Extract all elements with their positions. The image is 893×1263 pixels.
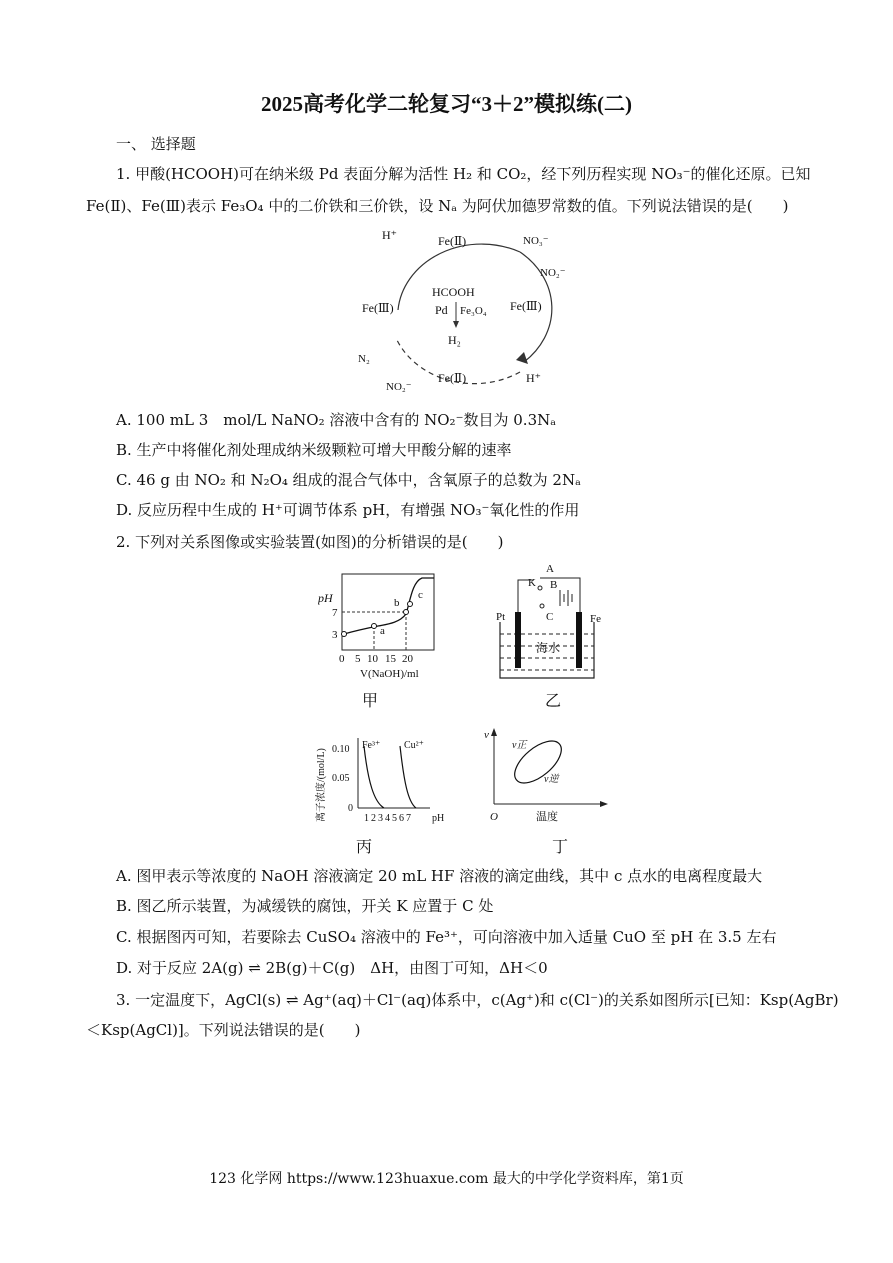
ding-xlabel: 温度 — [536, 811, 558, 823]
yi-fe: Fe — [590, 613, 601, 625]
cycle-fe3-left: Fe(Ⅲ) — [362, 301, 394, 315]
jia-xlabel: V(NaOH)/ml — [360, 668, 419, 680]
bing-xtick-6: 6 — [399, 813, 404, 824]
q2-option-c: C. 根据图丙可知，若要除去 CuSO₄ 溶液中的 Fe³⁺，可向溶液中加入适量 CuO 至 pH 在 3.5 左右 — [116, 928, 777, 946]
cycle-n2: N₂ — [358, 353, 370, 365]
cycle-h-bottom: H⁺ — [526, 371, 541, 385]
cycle-no3: NO₃⁻ — [523, 235, 549, 247]
page-footer: 123 化学网 https://www.123huaxue.com 最大的中学化学资料库，第1页 — [209, 1171, 684, 1187]
q1-option-d: D. 反应历程中生成的 H⁺可调节体系 pH，有增强 NO₃⁻氧化性的作用 — [116, 501, 580, 519]
bing-xtick-5: 5 — [392, 813, 397, 824]
cycle-fe2-top: Fe(Ⅱ) — [438, 234, 467, 248]
section-heading: 一、 选择题 — [116, 135, 196, 153]
q2-stem: 2. 下列对关系图像或实验装置(如图)的分析错误的是( ) — [116, 533, 504, 551]
titration-curve-chart — [318, 562, 442, 680]
jia-ylabel: pH — [318, 591, 333, 605]
bing-ytick-005: 0.05 — [332, 773, 350, 784]
q1-option-b: B. 生产中将催化剂处理成纳米级颗粒可增大甲酸分解的速率 — [116, 441, 512, 459]
jia-xtick-15: 15 — [385, 653, 396, 665]
q3-stem-line1: 3. 一定温度下，AgCl(s) ⇌ Ag⁺(aq)＋Cl⁻(aq)体系中，c(Ag⁺)和 c(Cl⁻)的关系如图所示[已知：Ksp(AgBr) — [116, 991, 839, 1009]
cycle-fe3o4: Fe₃O₄ — [460, 305, 487, 317]
cycle-h-top: H⁺ — [382, 228, 397, 242]
cycle-pd: Pd — [435, 303, 448, 317]
ding-origin: O — [490, 811, 498, 823]
bing-ylabel: 离子浓度/(mol/L) — [316, 748, 327, 822]
bing-ytick-0: 0 — [348, 803, 353, 814]
jia-point-c: c — [418, 589, 423, 601]
jia-point-a: a — [380, 625, 385, 637]
yi-seawater: 海水 — [536, 641, 561, 655]
bing-xtick-4: 4 — [385, 813, 390, 824]
yi-pt: Pt — [496, 611, 506, 623]
ding-v-forward: v正 — [512, 740, 527, 751]
bing-ytick-010: 0.10 — [332, 744, 350, 755]
cycle-fe3-right: Fe(Ⅲ) — [510, 299, 542, 313]
rate-temperature-chart — [480, 728, 610, 828]
cycle-h2: H₂ — [448, 333, 461, 347]
jia-xtick-20: 20 — [402, 653, 413, 665]
ding-caption: 丁 — [552, 837, 569, 856]
ding-v-reverse: v逆 — [544, 774, 559, 785]
cycle-hcooh: HCOOH — [432, 285, 475, 299]
q3-stem-line2: ＜Ksp(AgCl)]。下列说法错误的是( ) — [86, 1021, 361, 1039]
ion-concentration-chart — [312, 732, 452, 828]
q1-stem-line1: 1. 甲酸(HCOOH)可在纳米级 Pd 表面分解为活性 H₂ 和 CO₂，经下列历程实现 NO₃⁻的催化还原。已知 — [116, 165, 811, 183]
jia-point-b: b — [394, 597, 400, 609]
yi-label-b: B — [550, 579, 558, 591]
yi-label-a: A — [546, 563, 554, 575]
jia-caption: 甲 — [362, 691, 379, 710]
bing-curve-fe: Fe³⁺ — [362, 740, 381, 751]
q1-option-a: A. 100 mL 3 mol/L NaNO₂ 溶液中含有的 NO₂⁻数目为 0.3Nₐ — [116, 411, 557, 429]
corrosion-apparatus-diagram — [490, 560, 610, 682]
jia-ytick-3: 3 — [332, 629, 338, 641]
bing-xlabel: pH — [432, 813, 445, 824]
q1-option-c: C. 46 g 由 NO₂ 和 N₂O₄ 组成的混合气体中，含氧原子的总数为 2Nₐ — [116, 471, 581, 489]
yi-label-c: C — [546, 611, 554, 623]
bing-xtick-2: 2 — [371, 813, 376, 824]
bing-curve-cu: Cu²⁺ — [404, 740, 424, 751]
jia-ytick-7: 7 — [332, 607, 338, 619]
cycle-fe2-bottom: Fe(Ⅱ) — [438, 371, 467, 385]
jia-xtick-5: 5 — [355, 653, 361, 665]
yi-caption: 乙 — [545, 691, 562, 710]
q2-option-d: D. 对于反应 2A(g) ⇌ 2B(g)＋C(g) ΔH，由图丁可知，ΔH＜0 — [116, 959, 548, 977]
q2-option-a: A. 图甲表示等浓度的 NaOH 溶液滴定 20 mL HF 溶液的滴定曲线，其中 c 点水的电离程度最大 — [116, 867, 763, 885]
page-title: 2025高考化学二轮复习“3＋2”模拟练(二) — [261, 92, 632, 116]
bing-xtick-7: 7 — [406, 813, 411, 824]
q2-option-b: B. 图乙所示装置，为减缓铁的腐蚀，开关 K 应置于 C 处 — [116, 897, 494, 915]
ding-ylabel: v — [484, 729, 489, 741]
catalytic-cycle-diagram — [340, 222, 580, 400]
jia-xtick-10: 10 — [367, 653, 378, 665]
cycle-no2-left: NO₂⁻ — [386, 381, 412, 393]
bing-xtick-1: 1 — [364, 813, 369, 824]
q1-stem-line2: Fe(Ⅱ)、Fe(Ⅲ)表示 Fe₃O₄ 中的二价铁和三价铁，设 Nₐ 为阿伏加德罗常数的值。下列说法错误的是( ) — [86, 197, 789, 215]
bing-caption: 丙 — [356, 837, 373, 856]
jia-xtick-0: 0 — [339, 653, 345, 665]
cycle-no2-right: NO₂⁻ — [540, 267, 566, 279]
bing-xtick-3: 3 — [378, 813, 383, 824]
yi-label-k: K — [528, 577, 536, 589]
